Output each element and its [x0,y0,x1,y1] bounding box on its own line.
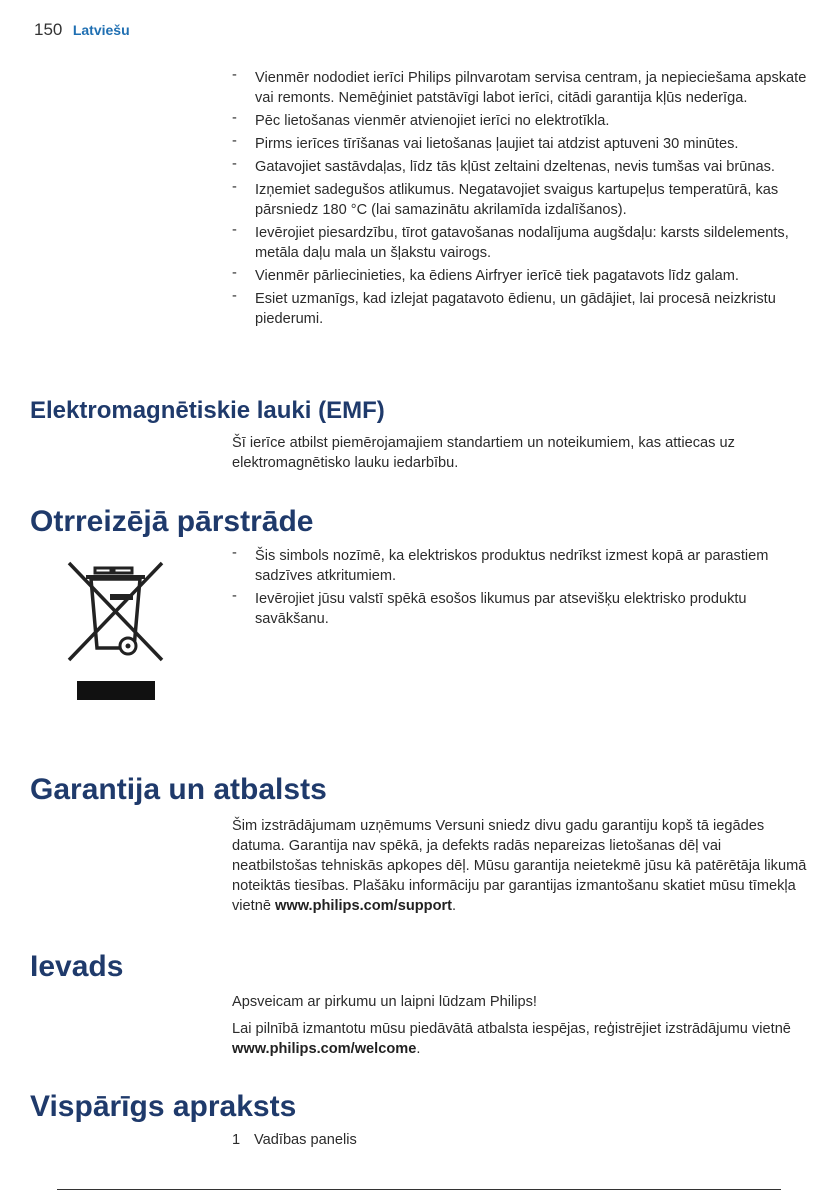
bottom-divider [57,1189,781,1190]
list-item: - Pirms ierīces tīrīšanas vai lietošanas ļaujiet tai atdzist aptuveni 30 minūtes. [232,134,807,154]
recycling-heading: Otrreizējā pārstrāde [30,505,314,538]
list-item: - Vienmēr nododiet ierīci Philips pilnvarotam servisa centram, ja nepieciešama apskate vai remonts. Nemēģiniet patstāvīgi labot ierīci, citādi garantija kļūs nederīga. [232,68,807,108]
warranty-heading: Garantija un atbalsts [30,773,327,806]
safety-list [232,68,807,332]
item-label: Vadības panelis [254,1132,357,1148]
page-header [34,20,130,40]
intro-para-2: Lai pilnībā izmantotu mūsu piedāvātā atbalsta iespējas, reģistrējiet izstrādājumu vietnē www.philips.com/welcome. [232,1021,791,1057]
weee-crossed-bin-icon [66,560,166,702]
warranty-text: Šim izstrādājumam uzņēmums Versuni sniedz divu gadu garantiju kopš tā iegādes datuma. Garantija nav spēkā, ja defekts radās nepareizas lietošanas dēļ vai neatbilstošas tehniskās apkopes dēļ. Mūsu garantija neietekmē jūsu kā patērētāja likumā noteiktās tiesības. Plašāku informāciju par garantijas izmantošanu skatiet mūsu tīmekļa vietnē www.philips.com/support. [232,818,807,914]
emf-text: Šī ierīce atbilst piemērojamajiem standartiem un noteikumiem, kas attiecas uz elektromagnētisko lauku iedarbību. [232,435,735,471]
emf-heading: Elektromagnētiskie lauki (EMF) [30,397,385,424]
list-item: - Šis simbols nozīmē, ka elektriskos produktus nedrīkst izmest kopā ar parastiem sadzīves atkritumiem. [232,546,807,586]
page-language: Latviešu [72,22,130,38]
page-number: 150 [34,20,63,39]
welcome-link[interactable]: www.philips.com/welcome [232,1041,417,1057]
list-item: - Pēc lietošanas vienmēr atvienojiet ierīci no elektrotīkla. [232,111,807,131]
list-item: - Esiet uzmanīgs, kad izlejat pagatavoto ēdienu, un gādājiet, lai procesā neizkristu piederumi. [232,289,807,329]
item-number: 1 [232,1132,241,1148]
intro-para-1: Apsveicam ar pirkumu un laipni lūdzam Philips! [232,994,537,1010]
intro-heading: Ievads [30,950,124,983]
list-item: - Gatavojiet sastāvdaļas, līdz tās kļūst zeltaini dzeltenas, nevis tumšas vai brūnas. [232,157,807,177]
overview-heading: Vispārīgs apraksts [30,1090,297,1123]
list-item: - Vienmēr pārliecinieties, ka ēdiens Airfryer ierīcē tiek pagatavots līdz galam. [232,266,807,286]
list-item: - Ievērojiet jūsu valstī spēkā esošos likumus par atsevišķu elektrisko produktu savākšanu. [232,589,807,629]
recycling-list [232,546,807,632]
list-item [232,1130,357,1150]
support-link[interactable]: www.philips.com/support [275,898,453,914]
list-item: - Ievērojiet piesardzību, tīrot gatavošanas nodalījuma augšdaļu: karsts sildelements, metāla daļu mala un šļakstu vairogs. [232,223,807,263]
list-item: - Izņemiet sadegušos atlikumus. Negatavojiet svaigus kartupeļus temperatūrā, kas pārsniedz 180 °C (lai samazinātu akrilamīda izdalīšanos). [232,180,807,220]
